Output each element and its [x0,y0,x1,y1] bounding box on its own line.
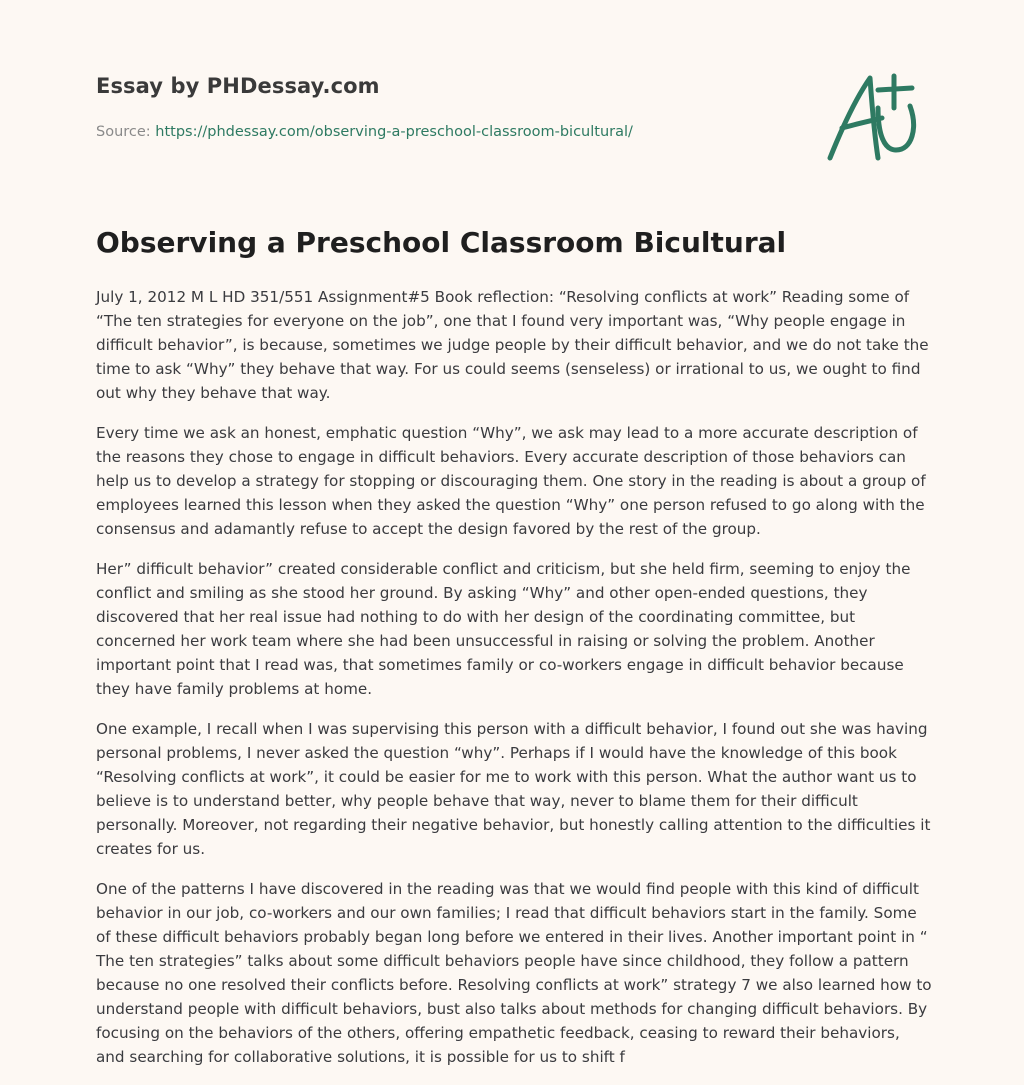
essay-body [96,285,932,1085]
essay-title: Observing a Preschool Classroom Bicultural [96,226,787,259]
source-link[interactable]: https://phdessay.com/observing-a-preschool-classroom-bicultural/ [155,124,633,140]
source-line [96,124,633,140]
essay-paragraph: One of the patterns I have discovered in the reading was that we would find people with this kind of difficult behavior in our job, co-workers and our own families; I read that difficult behaviors start in the family. Some of these difficult behaviors probably began long before we entered in their lives. Another important point in “ The ten strategies” talks about some difficult behaviors people have since childhood, they follow a pattern because no one resolved their conflicts before. Resolving conflicts at work” strategy 7 we also learned how to understand people with difficult behaviors, bust also talks about methods for changing difficult behaviors. By focusing on the behaviors of the others, offering empathetic feedback, ceasing to reward their behaviors, and searching for collaborative solutions, it is possible for us to shift f [96,880,932,1066]
essay-paragraph: One example, I recall when I was supervising this person with a difficult behavior, I found out she was having personal problems, I never asked the question “why”. Perhaps if I would have the knowledge of this book “Resolving conflicts at work”, it could be easier for me to work with this person. What the author want us to believe is to understand better, why people behave that way, never to blame them for their difficult personally. Moreover, not regarding their negative behavior, but honestly calling attention to the difficulties it creates for us. [96,720,931,858]
essay-paragraph: July 1, 2012 M L HD 351/551 Assignment#5 Book reflection: “Resolving conflicts at work” Reading some of “The ten strategies for everyone on the job”, one that I found very important was, “Why people engage in difficult behavior”, is because, sometimes we judge people by their difficult behavior, and we do not take the time to ask “Why” they behave that way. For us could seems (senseless) or irrational to us, we ought to find out why they behave that way. [96,288,929,402]
a-plus-grade-icon [820,66,930,166]
essay-paragraph: Every time we ask an honest, emphatic question “Why”, we ask may lead to a more accurate description of the reasons they chose to engage in difficult behaviors. Every accurate description of those behaviors can help us to develop a strategy for stopping or discouraging them. One story in the reading is about a group of employees learned this lesson when they asked the question “Why” one person refused to go along with the consensus and adamantly refuse to accept the design favored by the rest of the group. [96,424,926,538]
site-title: Essay by PHDessay.com [96,74,380,98]
source-label: Source: [96,124,156,140]
essay-paragraph: Her” difficult behavior” created considerable conflict and criticism, but she held firm, seeming to enjoy the conflict and smiling as she stood her ground. By asking “Why” and other open-ended questions, they discovered that her real issue had nothing to do with her design of the coordinating committee, but concerned her work team where she had been unsuccessful in raising or solving the problem. Another important point that I read was, that sometimes family or co-workers engage in difficult behavior because they have family problems at home. [96,560,911,698]
